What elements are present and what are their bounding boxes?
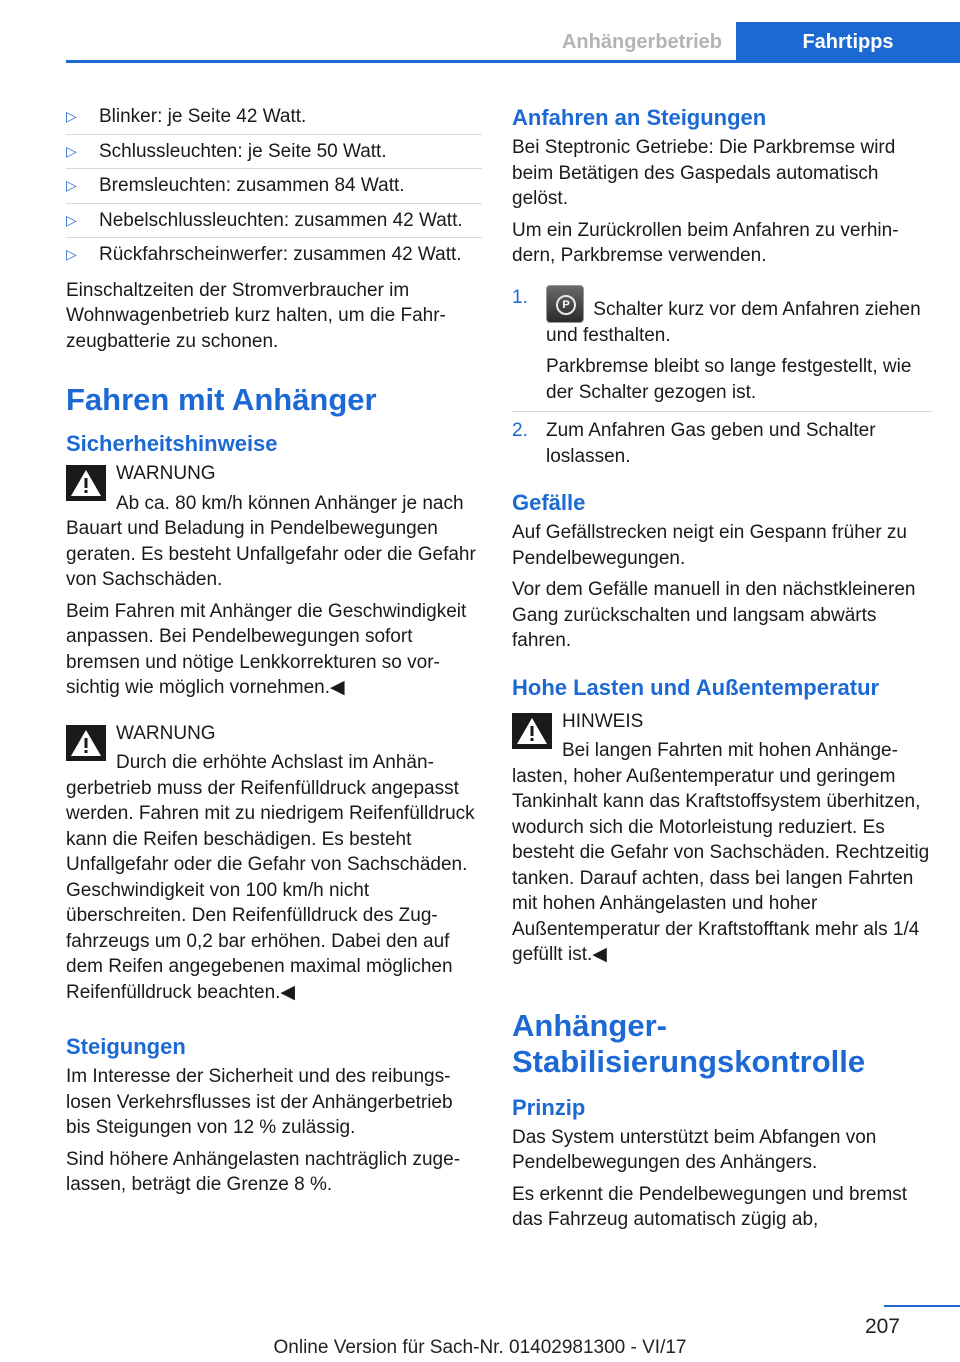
tab-fahrtipps[interactable]: Fahrtipps (736, 22, 960, 63)
triangle-bullet-icon: ▷ (66, 246, 77, 262)
triangle-bullet-icon: ▷ (66, 108, 77, 124)
list-item: ▷ Blinker: je Seite 42 Watt. (66, 100, 482, 135)
warning-action: Beim Fahren mit Anhänger die Geschwindigkeit anpassen. Bei Pendelbewegungen sofort bremsen und nötige Lenkkorrekturen so vorsichtig wie möglich vornehmen.◀ (66, 600, 467, 698)
start-paragraph-2: Um ein Zurückrollen beim Anfahren zu verhindern, Parkbremse verwenden. (512, 219, 899, 266)
step-number: 2. (512, 420, 528, 441)
note-label: HINWEIS (562, 710, 644, 732)
bulb-list (66, 100, 482, 272)
tab-anhaengerbetrieb[interactable]: Anhängerbetrieb (561, 31, 723, 53)
warning-block-1 (66, 461, 482, 593)
heading-prinzip: Prinzip (512, 1094, 586, 1120)
downhill-paragraph-1: Auf Gefällstrecken neigt ein Gespann früher zu Pendelbewegungen. (512, 522, 908, 569)
warning-label: WARNUNG (116, 722, 216, 744)
note-block (512, 709, 932, 968)
triangle-bullet-icon: ▷ (66, 211, 77, 228)
slopes-paragraph-1: Im Interesse der Sicherheit und des reibungslosen Verkehrsflusses ist der Anhängerbetrieb bis Steigungen von 12 % zulässig. (66, 1066, 453, 1138)
warning-text: Durch die erhöhte Achslast im Anhängerbetrieb muss der Reifenfülldruck angepasst werden. Fahren mit zu niedrigem Reifenfülldruck kann die Reifen beschädigen. Es besteht Unfallgefahr oder die Gefahr von Sachschäden. Geschwindigkeit von 100 km/h nicht überschreiten. Den Reifenfülldruck des Zugfahrzeugs um 0,2 bar erhöhen. Dabei den auf dem Reifen angegebenen maximal möglichen Reifenfülldruck beachten.◀ (66, 752, 475, 1003)
warning-triangle-icon (66, 465, 106, 501)
header-rule (66, 60, 960, 63)
warning-text: Ab ca. 80 km/h können Anhänger je nach Bauart und Beladung in Pendelbewegungen geraten. Es besteht Unfallgefahr oder die Gefahr von Sachschäden. (66, 492, 476, 590)
warning-label: WARNUNG (116, 463, 216, 484)
warning-block-2 (66, 721, 482, 1006)
list-item: ▷ Rückfahrscheinwerfer: zusammen 42 Watt. (66, 238, 482, 272)
section-title-anhaenger-stabilisierungskontrolle: Anhänger-Stabilisierungskontrolle (512, 1007, 866, 1079)
principle-paragraph-1: Das System unterstützt beim Abfangen von Pendelbewegungen des Anhängers. (512, 1126, 877, 1173)
parking-brake-button-icon: P (546, 285, 584, 323)
heading-hohe-lasten: Hohe Lasten und Außentemperatur (512, 674, 880, 700)
section-title-fahren-mit-anhaenger: Fahren mit Anhänger (66, 382, 377, 417)
principle-paragraph-2: Es erkennt die Pendelbewegungen und bremst das Fahrzeug automatisch zügig ab, (512, 1183, 908, 1230)
start-paragraph-1: Bei Steptronic Getriebe: Die Parkbremse wird beim Betätigen des Gaspedals automatisch gelöst. (512, 137, 896, 209)
step-note: Parkbremse bleibt so lange festgestellt, wie der Schalter gezogen ist. (546, 356, 912, 403)
left-column (66, 100, 482, 1204)
heading-sicherheitshinweise: Sicherheitshinweise (66, 431, 278, 456)
heading-gefaelle: Gefälle (512, 490, 586, 515)
right-column (512, 100, 932, 1239)
warning-triangle-icon (512, 713, 552, 749)
online-version-footer: Online Version für Sach-Nr. 01402981300 - VI/17 (273, 1337, 687, 1358)
triangle-bullet-icon: ▷ (66, 177, 77, 193)
heading-steigungen: Steigungen (66, 1034, 186, 1059)
page-number: 207 (864, 1315, 900, 1338)
list-item: ▷ Bremsleuchten: zusammen 84 Watt. (66, 169, 482, 204)
footer-rule (884, 1305, 960, 1307)
downhill-paragraph-2: Vor dem Gefälle manuell in den nächstkleineren Gang zurückschalten und langsam abwärts fahren. (512, 579, 916, 651)
step-item: 2. Zum Anfahren Gas geben und Schalter loslassen. (512, 420, 876, 467)
list-item: ▷ Nebelschlussleuchten: zusammen 42 Watt. (66, 204, 482, 239)
warning-triangle-icon (66, 725, 106, 761)
step-number: 1. (512, 286, 528, 308)
list-item: ▷ Schlussleuchten: je Seite 50 Watt. (66, 135, 482, 170)
slopes-paragraph-2: Sind höhere Anhängelasten nachträglich zugelassen, beträgt die Grenze 8 %. (66, 1148, 461, 1195)
heading-anfahren-an-steigungen: Anfahren an Steigungen (512, 105, 767, 130)
intro-paragraph: Einschaltzeiten der Stromverbraucher im Wohnwagenbetrieb kurz halten, um die Fahrzeugbatterie zu schonen. (66, 279, 446, 352)
note-text: Bei langen Fahrten mit hohen Anhängelasten, hoher Außentemperatur und geringem Tankinhalt kann das Kraftstoffsystem überhitzen, wodurch sich die Motorleistung reduziert. Es besteht die Gefahr von Sachschäden. Rechtzeitig tanken. Darauf achten, dass bei langen Fahrten mit hohen Anhängelasten und hoher Außentemperatur der Kraftstofftank mehr als 1/4 gefüllt ist.◀ (512, 740, 930, 965)
triangle-bullet-icon: ▷ (66, 142, 77, 159)
step-item: 1. P Schalter kurz vor dem Anfahren ziehen und festhalten. Parkbremse bleibt so lange festgestellt, wie der Schalter gezogen ist. (512, 285, 932, 413)
steps-list (512, 285, 932, 476)
